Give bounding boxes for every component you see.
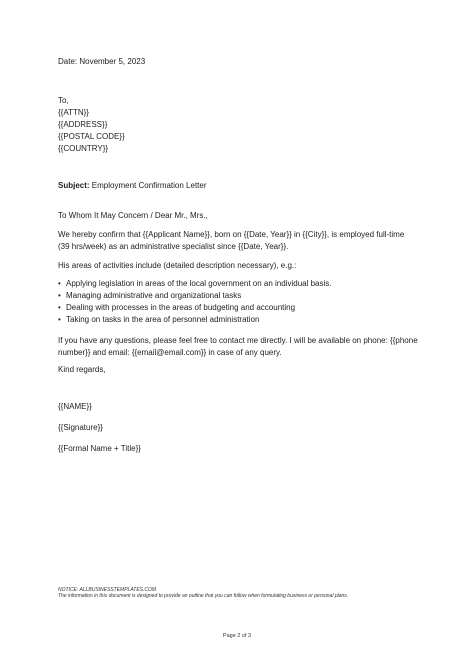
paragraph-line: We hereby confirm that {{Applicant Name}}, born on {{Date, Year}} in {{City}}, is employed full-time [58, 230, 405, 239]
list-item: • Applying legislation in areas of the local government on an individual basis. [58, 279, 332, 288]
bullet-icon: • [58, 279, 61, 288]
paragraph-line: number}} and email: {{email@email.com}} in case of any query. [58, 348, 282, 357]
notice-text: The information in this document is designed to provide an outline that you can follow when formulating business or personal plans. [58, 593, 349, 599]
paragraph-line: (39 hrs/week) as an administrative specialist since {{Date, Year}}. [58, 242, 289, 251]
activities-list [58, 278, 332, 326]
bullet-icon: • [58, 303, 61, 312]
paragraph-line: If you have any questions, please feel free to contact me directly. I will be available on phone: {{phone [58, 336, 418, 345]
bullet-icon: • [58, 291, 61, 300]
address-line-country: {{COUNTRY}} [58, 144, 109, 153]
subject-label: Subject: [58, 181, 90, 190]
page-number: Page 2 of 3 [222, 633, 252, 639]
bullet-icon: • [58, 315, 61, 324]
signature-placeholder: {{Signature}} [58, 423, 103, 432]
confirmation-paragraph [58, 229, 404, 253]
address-line-postal-code: {{POSTAL CODE}} [58, 132, 125, 141]
letter-date: Date: November 5, 2023 [58, 57, 146, 66]
subject-text: Employment Confirmation Letter [91, 181, 207, 190]
list-item: • Taking on tasks in the area of personnel administration [58, 315, 260, 324]
closing: Kind regards, [58, 365, 106, 374]
activities-intro: His areas of activities include (detailed description necessary), e.g.: [58, 261, 297, 270]
recipient-address [58, 107, 125, 155]
list-item: • Dealing with processes in the areas of budgeting and accounting [58, 303, 296, 312]
salutation: To Whom It May Concern / Dear Mr., Mrs., [58, 211, 208, 220]
subject-line [58, 180, 207, 192]
address-line-attn: {{ATTN}} [58, 108, 89, 117]
notice-title: NOTICE: ALLBUSINESSTEMPLATES.COM [58, 587, 157, 593]
formal-name-placeholder: {{Formal Name + Title}} [58, 444, 141, 453]
address-line-address: {{ADDRESS}} [58, 120, 108, 129]
to-label: To, [58, 96, 69, 105]
name-placeholder: {{NAME}} [58, 402, 92, 411]
contact-paragraph [58, 335, 418, 359]
list-item: • Managing administrative and organizational tasks [58, 291, 242, 300]
